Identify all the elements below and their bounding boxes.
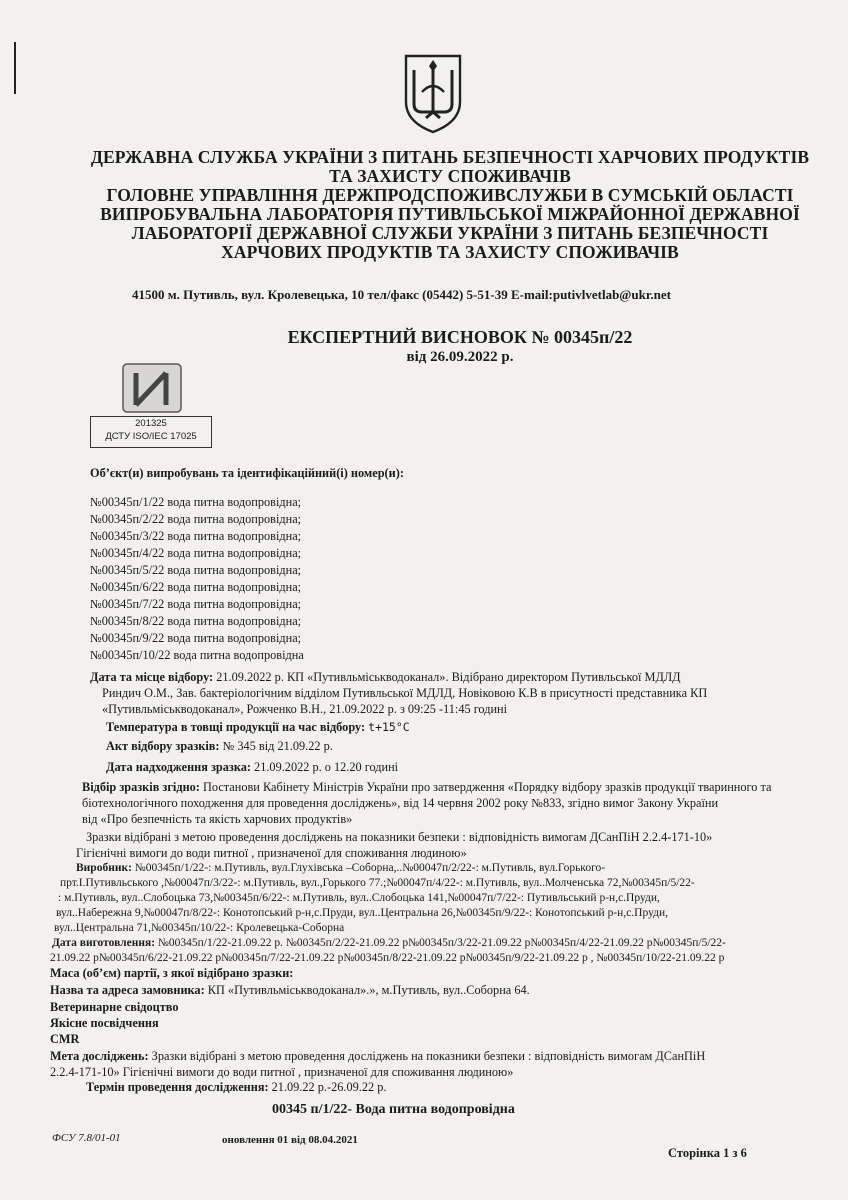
term-value: 21.09.22 р.-26.09.22 р. xyxy=(268,1080,387,1094)
manufacture-text: №00345п/1/22-21.09.22 р. №00345п/2/22-21.09.22 р№00345п/3/22-21.09.22 р№00345п/4/22-21.09.22 р№00345п/5/22- xyxy=(155,937,726,949)
received-label: Дата надходження зразка: xyxy=(106,760,251,774)
header-line-2: ТА ЗАХИСТУ СПОЖИВАЧІВ xyxy=(329,166,571,186)
producer-label: Виробник: xyxy=(76,862,132,874)
trident-emblem-icon xyxy=(400,52,466,136)
header-line-6: ХАРЧОВИХ ПРОДУКТІВ ТА ЗАХИСТУ СПОЖИВАЧІВ xyxy=(221,242,679,262)
basis-line-2: біотехнологічного походження для проведення досліджень», від 14 червня 2002 року №833, згідно вимог Закону України xyxy=(82,796,719,810)
sampling-text: 21.09.2022 р. КП «Путивльміськводоканал». Відібрано директором Путивльської МДЛД xyxy=(213,670,681,684)
customer-value: КП «Путивльміськводоканал».», м.Путивль, вул..Соборна 64. xyxy=(204,983,530,997)
act-line xyxy=(106,739,333,754)
goal-line-2: 2.2.4-171-10» Гігієнічні вимоги до води питної , призначеної для споживання людиною» xyxy=(50,1065,514,1079)
producer-line-3: : м.Путивль, вул..Слобоцька 73,№00345п/6/22-: м.Путивль, вул..Слобоцька 141,№00047п/7/22-: Путивльський р-н,с.Пруди, xyxy=(58,892,660,904)
basis-line-1 xyxy=(82,780,771,795)
purpose-line-1: Зразки відібрані з метою проведення досліджень на показники безпеки : відповідність вимогам ДСанПіН 2.2.4-171-10» xyxy=(86,830,713,844)
goal-text: Зразки відібрані з метою проведення досліджень на показники безпеки : відповідність вимогам ДСанПіН xyxy=(148,1049,706,1063)
cmr-label: CMR xyxy=(50,1032,80,1046)
producer-line-4: вул..Набережна 9,№00047п/8/22-: Конотопський р-н,с.Пруди, вул..Центральна 26,№00345п/9/22-: Конотопський р-н,с.Пруди, xyxy=(56,907,668,919)
margin-mark xyxy=(14,42,16,94)
producer-line-1 xyxy=(76,861,605,876)
act-label: Акт відбору зразків: xyxy=(106,739,220,753)
page-number: Сторінка 1 з 6 xyxy=(668,1146,747,1160)
producer-text: №00345п/1/22-: м.Путивль, вул.Глухівська –Соборна,..№00047п/2/22-: м.Путивль, вул.Горького- xyxy=(131,862,606,874)
goal-label: Мета досліджень: xyxy=(50,1049,149,1063)
quality-certificate-label: Якісне посвідчення xyxy=(50,1016,159,1030)
customer-label: Назва та адреса замовника: xyxy=(50,983,205,997)
sample-section-title: 00345 п/1/22- Вода питна водопровідна xyxy=(272,1102,515,1117)
sample-item: №00345п/6/22 вода питна водопровідна; xyxy=(90,580,302,594)
revision-note: оновлення 01 від 08.04.2021 xyxy=(222,1134,358,1146)
manufacture-line-1 xyxy=(52,936,726,951)
manufacture-label: Дата виготовлення: xyxy=(52,937,156,949)
temperature-label: Температура в товщі продукції на час відбору: xyxy=(106,720,366,734)
header-line-3: ГОЛОВНЕ УПРАВЛІННЯ ДЕРЖПРОДСПОЖИВСЛУЖБИ В СУМСЬКІЙ ОБЛАСТІ xyxy=(106,185,794,205)
goal-line-1 xyxy=(50,1049,705,1064)
manufacture-line-2: 21.09.22 р№00345п/6/22-21.09.22 р№00345п/7/22-21.09.22 р№00345п/8/22-21.09.22 р№00345п/9/22-21.09.22 р , №00345п/10/22-21.09.22 р xyxy=(50,952,725,964)
purpose-line-2: Гігієнічні вимоги до води питної , призначеної для споживання людиною» xyxy=(76,846,467,860)
accreditation-standard: ДСТУ ISO/IEC 17025 xyxy=(105,431,197,442)
accreditation-box xyxy=(90,416,212,448)
temperature-value: t+15°С xyxy=(368,720,410,734)
sample-item: №00345п/2/22 вода питна водопровідна; xyxy=(90,512,302,526)
object-label: Об’єкт(и) випробувань та ідентифікаційний(і) номер(и): xyxy=(90,466,404,480)
header-line-5: ЛАБОРАТОРІЇ ДЕРЖАВНОЇ СЛУЖБИ УКРАЇНИ З ПИТАНЬ БЕЗПЕЧНОСТІ xyxy=(131,223,769,243)
sampling-label: Дата та місце відбору: xyxy=(90,670,214,684)
sample-item: №00345п/1/22 вода питна водопровідна; xyxy=(90,495,302,509)
vet-certificate-label: Ветеринарне свідоцтво xyxy=(50,1000,179,1014)
sample-item: №00345п/10/22 вода питна водопровідна xyxy=(90,648,304,662)
sampling-line-1 xyxy=(90,670,681,685)
act-value: № 345 від 21.09.22 р. xyxy=(219,739,333,753)
sample-item: №00345п/8/22 вода питна водопровідна; xyxy=(90,614,302,628)
basis-text: Постанови Кабінету Міністрів України про затвердження «Порядку відбору зразків продукції тваринного та xyxy=(199,780,772,794)
document-title: ЕКСПЕРТНИЙ ВИСНОВОК № 00345п/22 xyxy=(287,327,633,347)
basis-line-3: від «Про безпечність та якість харчових продуктів» xyxy=(82,812,353,826)
accreditation-logo-icon xyxy=(122,363,182,413)
sampling-line-2: Риндич О.М., Зав. бактеріологічним відділом Путивльської МДЛД, Новіковою К.В в присутності представника КП xyxy=(102,686,708,700)
sampling-line-3: «Путивльміськводоканал», Рожченко В.Н., 21.09.2022 р. з 09:25 -11:45 годині xyxy=(102,702,508,716)
accreditation-number: 201325 xyxy=(135,418,167,429)
mass-label: Маса (об’єм) партії, з якої відібрано зразки: xyxy=(50,966,294,980)
lab-address: 41500 м. Путивль, вул. Кролевецька, 10 тел/факс (05442) 5-51-39 E-mail:putivlvetlab@ukr.net xyxy=(132,287,672,302)
received-value: 21.09.2022 р. о 12.20 годині xyxy=(250,760,399,774)
sample-item: №00345п/5/22 вода питна водопровідна; xyxy=(90,563,302,577)
header-line-1: ДЕРЖАВНА СЛУЖБА УКРАЇНИ З ПИТАНЬ БЕЗПЕЧНОСТІ ХАРЧОВИХ ПРОДУКТІВ xyxy=(90,147,810,167)
sample-item: №00345п/9/22 вода питна водопровідна; xyxy=(90,631,302,645)
producer-line-2: прт.І.Путивльського ,№00047п/3/22-: м.Путивль, вул.,Горького 77.;№00047п/4/22-: м.Путивль, вул..Молченська 72,№00345п/5/22- xyxy=(60,877,695,889)
temperature-line xyxy=(106,720,410,735)
basis-label: Відбір зразків згідно: xyxy=(82,780,200,794)
form-code: ФСУ 7.8/01-01 xyxy=(52,1132,121,1144)
document-date: від 26.09.2022 р. xyxy=(406,349,514,365)
customer-line xyxy=(50,983,530,998)
sample-item: №00345п/7/22 вода питна водопровідна; xyxy=(90,597,302,611)
sample-item: №00345п/4/22 вода питна водопровідна; xyxy=(90,546,302,560)
received-line xyxy=(106,760,398,775)
term-line xyxy=(86,1080,386,1095)
header-line-4: ВИПРОБУВАЛЬНА ЛАБОРАТОРІЯ ПУТИВЛЬСЬКОЇ МІЖРАЙОННОЇ ДЕРЖАВНОЇ xyxy=(100,204,800,224)
sample-item: №00345п/3/22 вода питна водопровідна; xyxy=(90,529,302,543)
term-label: Термін проведення дослідження: xyxy=(86,1080,269,1094)
producer-line-5: вул..Центральна 71,№00345п/10/22-: Кролевецька-Соборна xyxy=(54,922,345,934)
